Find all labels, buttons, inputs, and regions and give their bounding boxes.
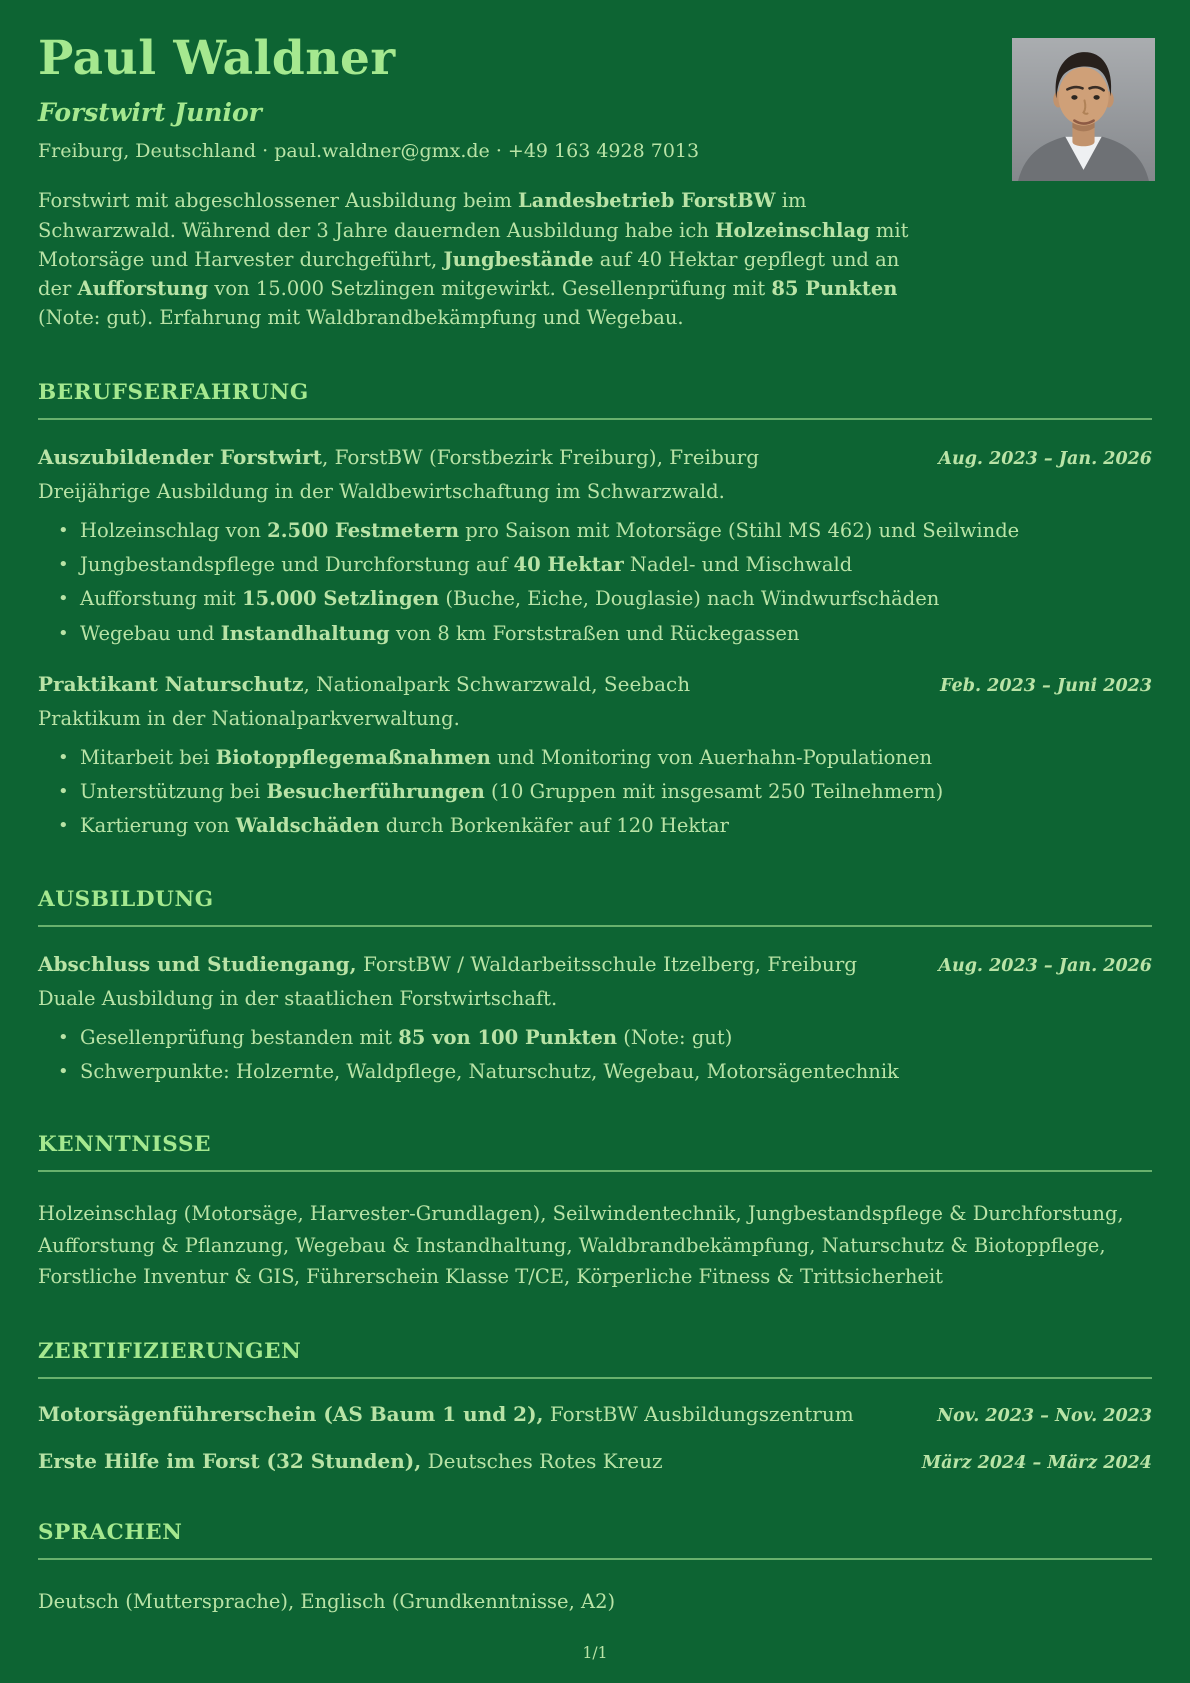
entry-subtitle: Duale Ausbildung in der staatlichen Forstwirtschaft. xyxy=(38,986,558,1010)
certification-title xyxy=(38,1402,854,1426)
bullet-item: • Mitarbeit bei Biotoppflegemaßnahmen und Monitoring von Auerhahn-Populationen xyxy=(56,745,1152,771)
skills-text: Holzeinschlag (Motorsäge, Harvester-Grundlagen), Seilwindentechnik, Jungbestandspflege & Durchforstung, Aufforstung & Pflanzung, Wegebau & Instandhaltung, Waldbrandbekämpfung, Naturschutz & Biotoppflege, Forstliche Inventur & GIS, Führerschein Klasse T/CE, Körperliche Fitness & Trittsicherheit xyxy=(38,1202,1124,1288)
section-heading-languages: SPRACHEN xyxy=(38,1519,183,1545)
entry-title xyxy=(38,672,690,696)
languages-text: Deutsch (Muttersprache), Englisch (Grundkenntnisse, A2) xyxy=(38,1589,616,1613)
section-divider xyxy=(38,1558,1152,1560)
section-experience xyxy=(38,380,1152,840)
education-entry xyxy=(38,952,1152,1086)
bullet-item: • Schwerpunkte: Holzernte, Waldpflege, Naturschutz, Wegebau, Motorsägentechnik xyxy=(56,1059,1152,1085)
certification-date: März 2024 – März 2024 xyxy=(921,1452,1152,1473)
header xyxy=(38,31,1152,163)
bullet-item: • Holzeinschlag von 2.500 Festmetern pro Saison mit Motorsäge (Stihl MS 462) und Seilwinde xyxy=(56,518,1152,544)
certification-issuer: Deutsches Rotes Kreuz xyxy=(421,1448,663,1473)
entry-role: Auszubildender Forstwirt xyxy=(38,444,322,469)
bullet-item: • Unterstützung bei Besucherführungen (10 Gruppen mit insgesamt 250 Teilnehmern) xyxy=(56,779,1152,805)
section-divider xyxy=(38,1170,1152,1172)
summary-paragraph: Forstwirt mit abgeschlossener Ausbildung beim Landesbetrieb ForstBW im Schwarzwald. Während der 3 Jahre dauernden Ausbildung habe ich Holzeinschlag mit Motorsäge und Harvester durchgeführt, Jungbestände auf 40 Hektar gepflegt und an der Aufforstung von 15.000 Setzlingen mitgewirkt. Gesellenprüfung mit 85 Punkten (Note: gut). Erfahrung mit Waldbrandbekämpfung und Wegebau. xyxy=(38,189,909,330)
section-education xyxy=(38,887,1152,1086)
experience-entry xyxy=(38,445,1152,647)
bullet-item: • Wegebau und Instandhaltung von 8 km Forststraßen und Rückegassen xyxy=(56,621,1152,647)
entry-title xyxy=(38,952,857,976)
bullet-list xyxy=(38,518,1152,647)
certification-name: Erste Hilfe im Forst (32 Stunden), xyxy=(38,1448,422,1473)
entry-date: Aug. 2023 – Jan. 2026 xyxy=(938,955,1152,976)
section-divider xyxy=(38,418,1152,420)
experience-entry xyxy=(38,672,1152,840)
certification-name: Motorsägenführerschein (AS Baum 1 und 2), xyxy=(38,1401,544,1426)
entry-title xyxy=(38,445,759,469)
section-heading-certifications: ZERTIFIZIERUNGEN xyxy=(38,1338,302,1364)
entry-degree: Abschluss und Studiengang, xyxy=(38,951,357,976)
certification-title xyxy=(38,1449,663,1473)
section-heading-education: AUSBILDUNG xyxy=(38,886,214,912)
section-certifications xyxy=(38,1339,1152,1473)
candidate-name: Paul Waldner xyxy=(38,31,396,86)
bullet-item: • Jungbestandspflege und Durchforstung auf 40 Hektar Nadel- und Mischwald xyxy=(56,552,1152,578)
entry-role: Praktikant Naturschutz xyxy=(38,671,304,696)
bullet-item: • Gesellenprüfung bestanden mit 85 von 100 Punkten (Note: gut) xyxy=(56,1025,1152,1051)
entry-date: Feb. 2023 – Juni 2023 xyxy=(940,675,1152,696)
section-heading-experience: BERUFSERFAHRUNG xyxy=(38,379,309,405)
entry-header xyxy=(38,952,1152,976)
section-languages xyxy=(38,1520,1152,1617)
entry-date: Aug. 2023 – Jan. 2026 xyxy=(938,448,1152,469)
entry-header xyxy=(38,445,1152,469)
entry-organization: , ForstBW (Forstbezirk Freiburg), Freiburg xyxy=(321,444,759,469)
contact-line: Freiburg, Deutschland · paul.waldner@gmx.de · +49 163 4928 7013 xyxy=(38,140,700,163)
certification-date: Nov. 2023 – Nov. 2023 xyxy=(937,1405,1152,1426)
certification-entry xyxy=(38,1449,1152,1473)
entry-subtitle: Praktikum in der Nationalparkverwaltung. xyxy=(38,706,460,730)
page-indicator: 1/1 xyxy=(582,1644,608,1662)
entry-subtitle: Dreijährige Ausbildung in der Waldbewirtschaftung im Schwarzwald. xyxy=(38,479,725,503)
certification-entry xyxy=(38,1402,1152,1426)
section-divider xyxy=(38,925,1152,927)
bullet-item: • Kartierung von Waldschäden durch Borkenkäfer auf 120 Hektar xyxy=(56,813,1152,839)
profile-photo xyxy=(1012,38,1155,181)
bullet-list xyxy=(38,1025,1152,1086)
bullet-item: • Aufforstung mit 15.000 Setzlingen (Buche, Eiche, Douglasie) nach Windwurfschäden xyxy=(56,586,1152,612)
certification-issuer: ForstBW Ausbildungszentrum xyxy=(543,1401,854,1426)
candidate-job-title: Forstwirt Junior xyxy=(38,98,262,128)
section-heading-skills: KENNTNISSE xyxy=(38,1132,212,1158)
entry-header xyxy=(38,672,1152,696)
entry-organization: , Nationalpark Schwarzwald, Seebach xyxy=(303,671,691,696)
bullet-list xyxy=(38,745,1152,840)
section-divider xyxy=(38,1377,1152,1379)
entry-school: ForstBW / Waldarbeitsschule Itzelberg, Freiburg xyxy=(356,951,858,976)
section-skills xyxy=(38,1132,1152,1292)
portrait-illustration xyxy=(1012,38,1155,181)
